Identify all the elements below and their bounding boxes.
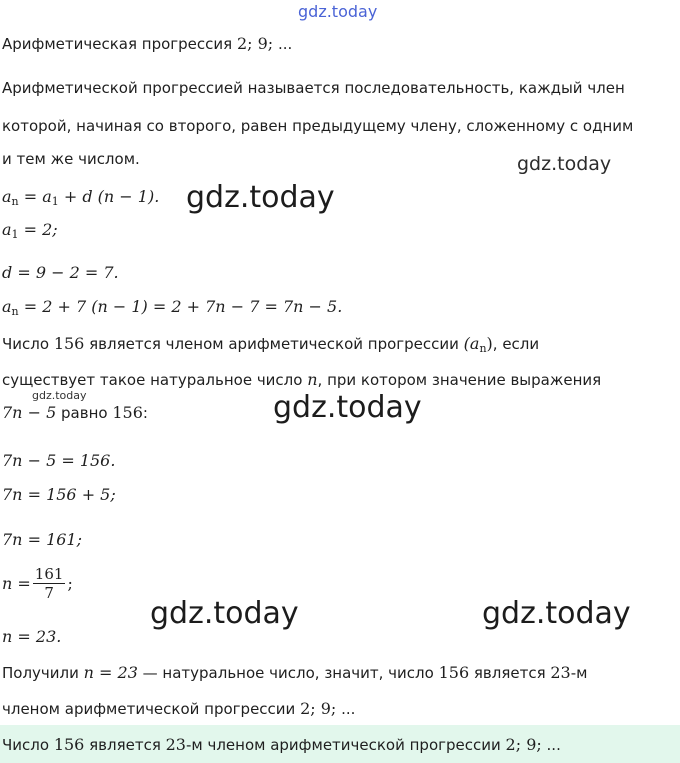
condition-line-1: Число 156 является членом арифметической прогрессии $(a_n)$, если (2, 334, 540, 355)
condition-line-3: 7n − 5 равно 156: (2, 403, 148, 422)
definition-line-3: и тем же числом. (2, 150, 140, 168)
equation-step-2: 7n = 156 + 5; (2, 485, 116, 504)
watermark: gdz.today (32, 389, 87, 402)
fraction: $\frac{161}{7}$ (34, 565, 64, 602)
answer-box (0, 725, 680, 763)
problem-line: Арифметическая прогрессия 2; 9; ... (2, 34, 293, 53)
watermark: gdz.today (517, 153, 612, 175)
condition-line-2: существует такое натуральное число n, при котором значение выражения (2, 370, 602, 389)
formula-general-term: $a_n = a_1 + d$ (n − 1). (2, 187, 160, 208)
equation-result: n = 23. (2, 627, 62, 646)
watermark: gdz.today (273, 390, 422, 425)
definition-line-2: которой, начиная со второго, равен предыдущему члену, сложенному с одним (2, 117, 634, 135)
formula-nth-term: $a_n = 2 + 7$ (n − 1) = 2 + 7n − 7 = 7n − 5. (2, 297, 343, 318)
watermark-top: gdz.today (298, 2, 378, 21)
equation-step-4: n = $\frac{161}{7}$ ; (2, 565, 73, 602)
conclusion-line-2: членом арифметической прогрессии 2; 9; ... (2, 699, 356, 718)
equation-step-1: 7n − 5 = 156. (2, 451, 116, 470)
conclusion-line-1: Получили n = 23 — натуральное число, значит, число 156 является 23-м (2, 663, 588, 682)
equation-step-3: 7n = 161; (2, 530, 82, 549)
definition-line-1: Арифметической прогрессией называется последовательность, каждый член (2, 79, 625, 97)
watermark: gdz.today (150, 596, 299, 631)
watermark: gdz.today (482, 596, 631, 631)
answer-text: Число 156 является 23-м членом арифметической прогрессии 2; 9; ... (2, 735, 561, 754)
formula-difference: d = 9 − 2 = 7. (2, 263, 119, 282)
formula-first-term: $a_1 = 2$; (2, 220, 58, 241)
watermark: gdz.today (186, 180, 335, 215)
